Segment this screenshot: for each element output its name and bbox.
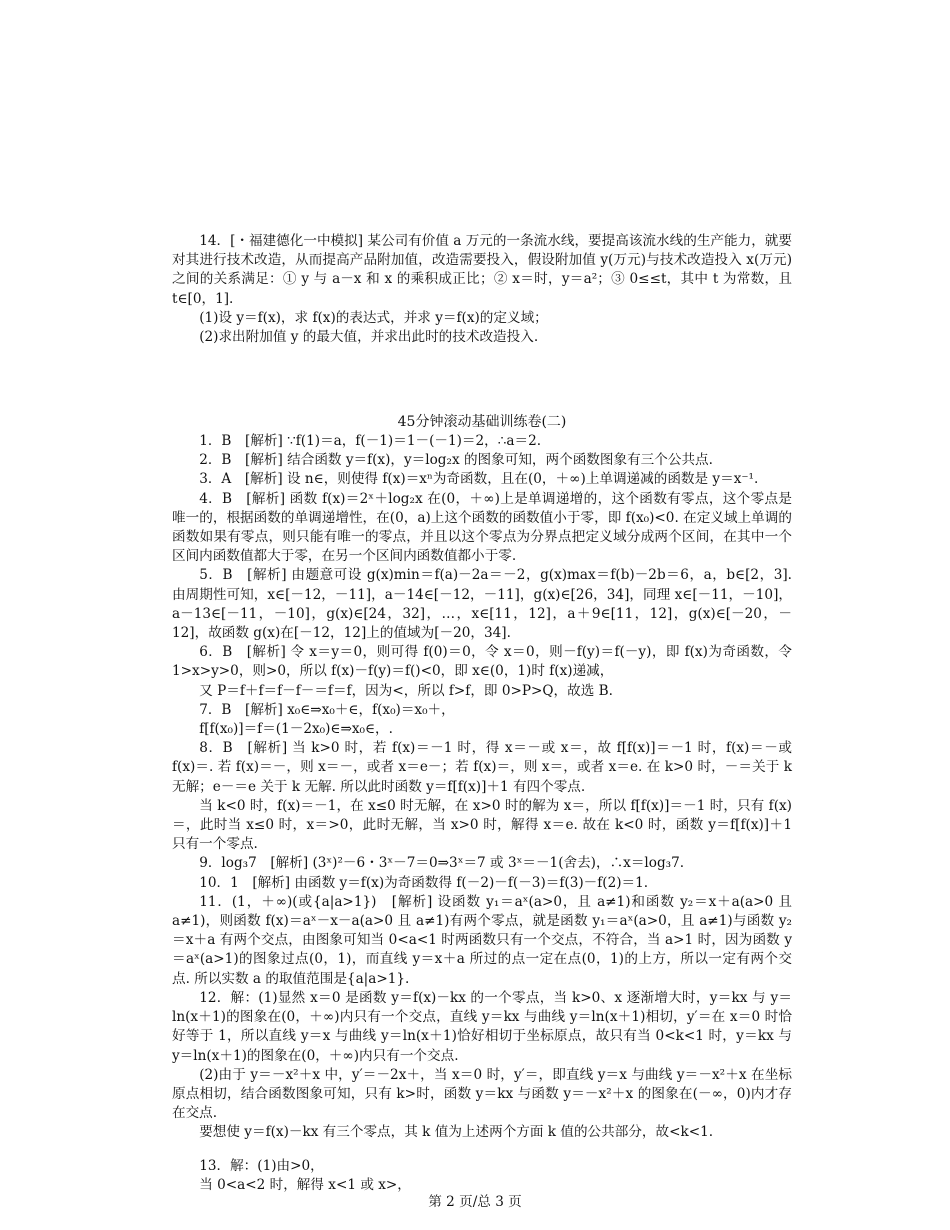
answer-paragraph: 4．B [解析] 函数 f(x)＝2ˣ＋log₂x 在(0，＋∞)上是单调递增的，这个函数有零点，这个零点是唯一的，根据函数的单调递增性，在(0，a)上这个函数的函数值小于零，即 f(x₀)<0. 在定义域上单调的函数如果有零点，则只能有唯一的零点，并且以这个零点为分界点把定义域分成两个区间，在其中一个区间内函数值都大于零，在另一个区间内函数值都小于零. xyxy=(172,490,792,565)
problem-14-part-2: (2)求出附加值 y 的最大值，并求出此时的技术改造投入. xyxy=(199,329,539,346)
answer-paragraph: 9．log₃7 [解析] (3ˣ)²－6・3ˣ－7＝0⇒3ˣ＝7 或 3ˣ＝－1(舍去)，∴x＝log₃7. xyxy=(199,855,685,872)
answer-paragraph: 10．1 [解析] 由函数 y＝f(x)为奇函数得 f(－2)－f(－3)＝f(3)－f(2)＝1. xyxy=(199,874,649,891)
answer-paragraph: (2)由于 y＝－x²＋x 中，y′＝－2x＋，当 x＝0 时，y′＝，即直线 y＝x 与曲线 y＝－x²＋x 在坐标原点相切，结合函数图象可知，只有 k>时，函数 y＝kx 与函数 y＝－x²＋x 的图象在(－∞，0)内才存在交点. xyxy=(172,1066,792,1122)
answer-paragraph: 要想使 y＝f(x)－kx 有三个零点，其 k 值为上述两个方面 k 值的公共部分，故<k<1. xyxy=(199,1124,714,1141)
answers-section xyxy=(172,412,792,1195)
answer-paragraph: 又 P＝f＋f＝f－f－＝f＝f，因为<，所以 f>f，即 0>P>Q，故选 B. xyxy=(199,682,613,699)
answer-list xyxy=(172,432,792,1195)
answer-paragraph: 1．B [解析] ∵f(1)＝a，f(－1)＝1－(－1)＝2，∴a＝2. xyxy=(199,433,542,449)
section-title: 45分钟滚动基础训练卷(二) xyxy=(397,414,567,430)
problem-14 xyxy=(172,232,792,347)
answer-paragraph: 当 k<0 时，f(x)＝－1，在 x≤0 时无解，在 x>0 时的解为 x＝，所以 f[f(x)]＝－1 时，只有 f(x)＝，此时当 x≤0 时，x＝>0，此时无解，当 x>0 时，解得 x＝e. 故在 k<0 时，函数 y＝f[f(x)]＋1 只有一个零点. xyxy=(172,797,792,853)
problem-14-stem: 14．[・福建德化一中模拟] 某公司有价值 a 万元的一条流水线，要提高该流水线的生产能力，就要对其进行技术改造，从而提高产品附加值，改造需要投入，假设附加值 y(万元)与技术改造投入 x(万元)之间的关系满足：① y 与 a－x 和 x 的乘积成正比；② x＝时，y＝a²；③ 0≤≤t，其中 t 为常数，且 t∈[0，1]. xyxy=(172,233,792,307)
answer-paragraph: 3．A [解析] 设 n∈，则使得 f(x)＝xⁿ为奇函数，且在(0，＋∞)上单调递减的函数是 y＝x⁻¹. xyxy=(199,471,759,488)
problem-14-part-1: (1)设 y＝f(x)，求 f(x)的表达式，并求 y＝f(x)的定义域； xyxy=(199,309,548,326)
answer-paragraph: 2．B [解析] 结合函数 y＝f(x)，y＝log₂x 的图象可知，两个函数图象有三个公共点. xyxy=(199,452,713,469)
answer-paragraph: 11．(1，＋∞)(或{a|a>1}) [解析] 设函数 y₁＝aˣ(a>0，且 a≠1)和函数 y₂＝x＋a(a>0 且 a≠1)，则函数 f(x)＝aˣ－x－a(a>0 且 a≠1)有两个零点，就是函数 y₁＝aˣ(a>0，且 a≠1)与函数 y₂＝x＋a 有两个交点，由图象可知当 0<a<1 时两函数只有一个交点，不符合，当 a>1 时，因为函数 y＝aˣ(a>1)的图象过点(0，1)，而直线 y＝x＋a 所过的点一定在点(0，1)的上方，所以一定有两个交点. 所以实数 a 的取值范围是{a|a>1}. xyxy=(172,893,792,987)
answer-paragraph: 13．解：(1)由>0， xyxy=(199,1157,324,1174)
answer-paragraph: 6．B [解析] 令 x＝y＝0，则可得 f(0)＝0，令 x＝0，则－f(y)＝f(－y)，即 f(x)为奇函数，令 1>x>y>0，则>0，所以 f(x)－f(y)＝f()<0，即 x∈(0，1)时 f(x)递减， xyxy=(172,644,792,680)
answer-paragraph: f[f(x₀)]＝f＝(1－2x₀)∈⇒x₀∈，. xyxy=(199,721,393,738)
answer-paragraph: 7．B [解析] x₀∈⇒x₀＋∈，f(x₀)＝x₀＋， xyxy=(199,701,455,718)
page-footer: 第 2 页/总 3 页 xyxy=(428,1194,522,1210)
answer-paragraph: 8．B [解析] 当 k>0 时，若 f(x)＝－1 时，得 x＝－或 x＝，故 f[f(x)]＝－1 时，f(x)＝－或 f(x)＝. 若 f(x)＝－，则 x＝－，或者 x＝e－；若 f(x)＝，则 x＝，或者 x＝e. 在 k>0 时，－＝关于 k 无解；e－＝e 关于 k 无解. 所以此时函数 y＝f[f(x)]＋1 有四个零点. xyxy=(172,740,792,795)
answer-paragraph: 5．B [解析] 由题意可设 g(x)min＝f(a)－2a＝－2，g(x)max＝f(b)－2b＝6，a，b∈[2，3]. 由周期性可知，x∈[－12，－11]，a－14∈[－12，－11]，g(x)∈[26，34]，同理 x∈[－11，－10]，a－13∈[－11，－10]，g(x)∈[24，32]，…，x∈[11，12]，a＋9∈[11，12]，g(x)∈[－20，－12]，故函数 g(x)在[－12，12]上的值域为[－20，34]. xyxy=(172,567,792,642)
answer-paragraph: 当 0<a<2 时，解得 x<1 或 x>， xyxy=(199,1176,411,1193)
answer-paragraph: 12．解：(1)显然 x＝0 是函数 y＝f(x)－kx 的一个零点，当 k>0、x 逐渐增大时，y＝kx 与 y＝ln(x＋1)的图象在(0，＋∞)内只有一个交点，直线 y＝kx 与曲线 y＝ln(x＋1)相切，y′＝在 x＝0 时恰好等于 1，所以直线 y＝x 与曲线 y＝ln(x＋1)恰好相切于坐标原点，故只有当 0<k<1 时，y＝kx 与 y＝ln(x＋1)的图象在(0，＋∞)内只有一个交点. xyxy=(172,989,792,1064)
